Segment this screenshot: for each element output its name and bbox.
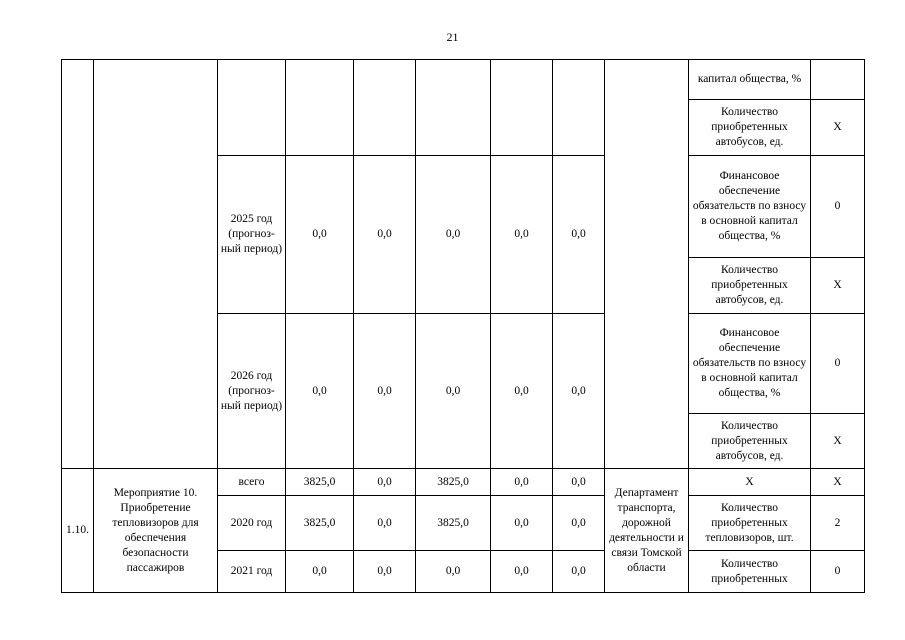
program-table xyxy=(61,59,865,593)
value-cell: 0,0 xyxy=(491,496,553,551)
period-cell: 2025 год (прогноз-ный период) xyxy=(218,156,286,314)
value-cell: 0,0 xyxy=(491,551,553,593)
value-cell: 0,0 xyxy=(491,469,553,496)
indicator-name-cell: капитал общества, % xyxy=(689,60,811,100)
value-cell: 0,0 xyxy=(416,314,491,469)
table-row xyxy=(62,469,865,496)
indicator-name-cell: Количество приобретенных тепловизоров, шт. xyxy=(689,496,811,551)
indicator-value-cell: 0 xyxy=(811,314,865,414)
indicator-value-cell: X xyxy=(811,469,865,496)
indicator-value-cell xyxy=(811,60,865,100)
indicator-value-cell: 2 xyxy=(811,496,865,551)
indicator-value-cell: 0 xyxy=(811,551,865,593)
indicator-name-cell: Количество приобретенных автобусов, ед. xyxy=(689,414,811,469)
value-cell: 0,0 xyxy=(354,314,416,469)
period-cell: всего xyxy=(218,469,286,496)
number-cell xyxy=(62,60,94,469)
value-cell: 0,0 xyxy=(286,156,354,314)
indicator-name-cell: Количество приобретенных автобусов, ед. xyxy=(689,258,811,314)
value-cell xyxy=(416,60,491,156)
value-cell: 0,0 xyxy=(354,496,416,551)
period-cell: 2020 год xyxy=(218,496,286,551)
value-cell: 0,0 xyxy=(354,469,416,496)
value-cell: 0,0 xyxy=(286,551,354,593)
value-cell: 0,0 xyxy=(354,156,416,314)
value-cell: 0,0 xyxy=(553,156,605,314)
table-row xyxy=(62,60,865,100)
indicator-value-cell: X xyxy=(811,100,865,156)
executor-cell xyxy=(605,60,689,469)
value-cell: 0,0 xyxy=(553,469,605,496)
value-cell: 3825,0 xyxy=(286,496,354,551)
value-cell: 0,0 xyxy=(491,314,553,469)
value-cell: 3825,0 xyxy=(416,496,491,551)
value-cell: 0,0 xyxy=(286,314,354,469)
value-cell: 0,0 xyxy=(553,551,605,593)
value-cell: 0,0 xyxy=(553,314,605,469)
indicator-name-cell: Количество приобретенных xyxy=(689,551,811,593)
value-cell: 3825,0 xyxy=(286,469,354,496)
value-cell: 3825,0 xyxy=(416,469,491,496)
value-cell xyxy=(491,60,553,156)
period-cell xyxy=(218,60,286,156)
indicator-name-cell: Финансовое обеспечение обязательств по взносу в основной капитал общества, % xyxy=(689,156,811,258)
value-cell xyxy=(553,60,605,156)
value-cell: 0,0 xyxy=(416,156,491,314)
indicator-name-cell: Финансовое обеспечение обязательств по взносу в основной капитал общества, % xyxy=(689,314,811,414)
measure-number-cell: 1.10. xyxy=(62,469,94,593)
indicator-value-cell: X xyxy=(811,258,865,314)
indicator-value-cell: X xyxy=(811,414,865,469)
value-cell xyxy=(354,60,416,156)
measure-title-cell: Мероприятие 10. Приобретение тепловизоров для обеспечения безопасности пассажиров xyxy=(94,469,218,593)
executor-cell: Департамент транспорта, дорожной деятельности и связи Томской области xyxy=(605,469,689,593)
value-cell: 0,0 xyxy=(553,496,605,551)
period-cell: 2021 год xyxy=(218,551,286,593)
value-cell xyxy=(286,60,354,156)
page-number: 21 xyxy=(446,30,459,44)
measure-name-cell xyxy=(94,60,218,469)
period-cell: 2026 год (прогноз-ный период) xyxy=(218,314,286,469)
indicator-value-cell: 0 xyxy=(811,156,865,258)
value-cell: 0,0 xyxy=(416,551,491,593)
indicator-name-cell: Количество приобретенных автобусов, ед. xyxy=(689,100,811,156)
value-cell: 0,0 xyxy=(491,156,553,314)
value-cell: 0,0 xyxy=(354,551,416,593)
indicator-name-cell: X xyxy=(689,469,811,496)
